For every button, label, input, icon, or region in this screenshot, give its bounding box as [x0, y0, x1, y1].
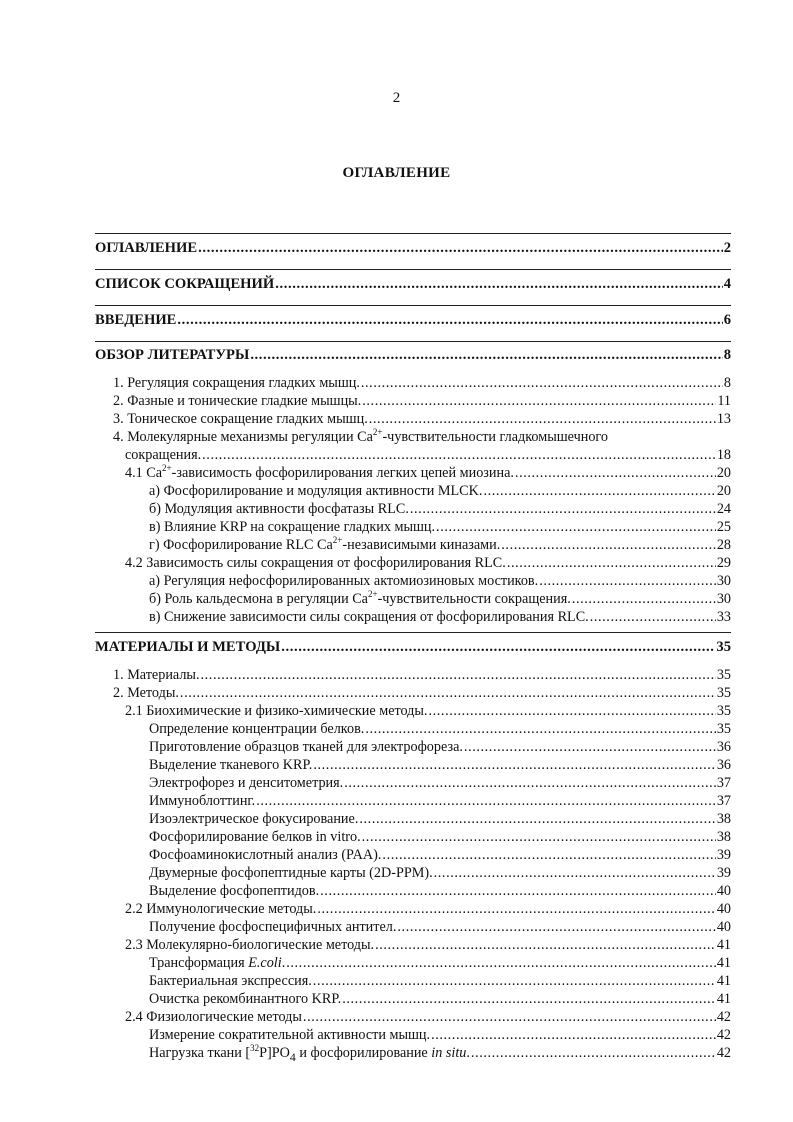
toc-item-m2[interactable]: 2. Методы. ..... 35	[113, 685, 731, 702]
toc-item-m21[interactable]: 2.1 Биохимические и физико-химические методы. ..... 35	[125, 703, 731, 720]
toc-item-m23[interactable]: 2.3 Молекулярно-биологические методы. ..... 41	[125, 937, 731, 954]
leader-dots	[320, 883, 716, 900]
leader-dots	[428, 703, 715, 720]
toc-page: 30	[716, 591, 731, 607]
toc-item-s41b[interactable]: б) Модуляция активности фосфатазы RLC. ..... 24	[149, 501, 731, 518]
toc-page: 42	[716, 1027, 731, 1043]
toc-page: 40	[716, 919, 731, 935]
toc-page: 41	[716, 955, 731, 971]
leader-dots	[180, 685, 716, 702]
toc-item-m23a[interactable]: Трансформация E.coli. ..... 41	[149, 955, 731, 972]
leader-dots	[515, 465, 716, 482]
toc-item-m21b[interactable]: Приготовление образцов тканей для электрофореза. ..... 36	[149, 739, 731, 756]
toc-heading-obzor[interactable]: ОБЗОР ЛИТЕРАТУРЫ ..... 8	[95, 347, 731, 364]
toc-page: 25	[716, 519, 731, 535]
toc-page: 36	[716, 739, 731, 755]
leader-dots	[375, 937, 716, 954]
toc-page: 35	[716, 703, 731, 719]
toc-item-s41c[interactable]: в) Влияние KRP на сокращение гладких мышц. ..... 25	[149, 519, 731, 536]
toc-page: 6	[723, 312, 731, 328]
leader-dots	[359, 811, 715, 828]
divider	[95, 305, 731, 306]
toc-page: 13	[716, 411, 731, 427]
leader-dots	[483, 483, 715, 500]
toc-page: 35	[716, 721, 731, 737]
toc-page: 42	[716, 1009, 731, 1025]
toc-page: 35	[716, 639, 731, 655]
toc-page: 41	[716, 973, 731, 989]
toc-page: 41	[716, 937, 731, 953]
toc-page: 18	[716, 447, 731, 463]
page-title: ОГЛАВЛЕНИЕ	[342, 165, 451, 181]
leader-dots	[590, 609, 716, 626]
toc-page: 39	[716, 865, 731, 881]
toc-page: 35	[716, 685, 731, 701]
divider	[95, 341, 731, 342]
page-number: 2	[392, 90, 401, 106]
leader-dots	[410, 501, 716, 518]
leader-dots	[177, 312, 722, 329]
toc-item-s42[interactable]: 4.2 Зависимость силы сокращения от фосфорилирования RLC. ..... 29	[125, 555, 731, 572]
toc-item-s1[interactable]: 1. Регуляция сокращения гладких мышц. ..... 8	[113, 375, 731, 392]
toc-page: 11	[717, 393, 731, 409]
toc-item-s41[interactable]: 4.1 $Ca^{2+}$-зависимость фосфорилирования легких цепей миозина. ..... 20	[125, 465, 731, 482]
toc-item-s41a[interactable]: а) Фосфорилирование и модуляция активности MLCK. ..... 20	[149, 483, 731, 500]
toc-page: 37	[716, 775, 731, 791]
toc-item-m21a[interactable]: Определение концентрации белков. ..... 35	[149, 721, 731, 738]
toc-item-s2[interactable]: 2. Фазные и тонические гладкие мышцы. ..... 11	[113, 393, 731, 410]
toc-item-m21e[interactable]: Иммуноблоттинг. ..... 37	[149, 793, 731, 810]
toc-item-m21h[interactable]: Фосфоаминокислотный анализ (PAA). ..... 39	[149, 847, 731, 864]
toc-item-s41d[interactable]: г) Фосфорилирование RLC $Ca^{2+}$-независимыми киназами. ..... 28	[149, 537, 731, 554]
toc-page: 35	[716, 667, 731, 683]
leader-dots	[303, 1009, 716, 1026]
leader-dots	[431, 1027, 716, 1044]
leader-dots	[201, 667, 716, 684]
toc-page: 28	[716, 537, 731, 553]
toc-page: 36	[716, 757, 731, 773]
toc-page: 39	[716, 847, 731, 863]
leader-dots	[434, 865, 716, 882]
toc-item-s3[interactable]: 3. Тоническое сокращение гладких мышц. ..... 13	[113, 411, 731, 428]
leader-dots	[397, 919, 715, 936]
toc-item-m1[interactable]: 1. Материалы. ..... 35	[113, 667, 731, 684]
leader-dots	[342, 991, 716, 1008]
toc-page: 8	[723, 347, 731, 363]
toc-page: 20	[716, 483, 731, 499]
toc-item-m21j[interactable]: Выделение фосфопептидов. ..... 40	[149, 883, 731, 900]
toc-item-m24a[interactable]: Измерение сократительной активности мышц. ..... 42	[149, 1027, 731, 1044]
toc-page: 30	[716, 573, 731, 589]
toc-item-m23c[interactable]: Очистка рекомбинантного KRP. ..... 41	[149, 991, 731, 1008]
toc-page: 40	[716, 901, 731, 917]
divider	[95, 632, 731, 633]
toc-page: 4	[723, 276, 731, 292]
toc-page: 29	[716, 555, 731, 571]
leader-dots	[382, 847, 715, 864]
toc-page: 20	[716, 465, 731, 481]
toc-item-m21d[interactable]: Электрофорез и денситометрия. ..... 37	[149, 775, 731, 792]
leader-dots	[256, 793, 716, 810]
toc-item-m21g[interactable]: Фосфорилирование белков in vitro. ..... 38	[149, 829, 731, 846]
toc-item-s4-line2[interactable]: сокращения. ..... 18	[125, 447, 731, 464]
toc-page: 42	[716, 1045, 731, 1061]
toc-page: 37	[716, 793, 731, 809]
toc-item-m22[interactable]: 2.2 Иммунологические методы. ..... 40	[125, 901, 731, 918]
leader-dots	[275, 276, 722, 293]
toc-item-s42b[interactable]: б) Роль кальдесмона в регуляции $Ca^{2+}$-чувствительности сокращения. ..... 30	[149, 591, 731, 608]
leader-dots	[471, 1045, 716, 1062]
leader-dots	[365, 721, 716, 738]
toc-item-s42c[interactable]: в) Снижение зависимости силы сокращения от фосфорилирования RLC. ..... 33	[149, 609, 731, 626]
toc-page: 38	[716, 811, 731, 827]
toc-item-m21i[interactable]: Двумерные фосфопептидные карты (2D-PPM). ..... 39	[149, 865, 731, 882]
leader-dots	[317, 901, 715, 918]
leader-dots	[362, 829, 716, 846]
leader-dots	[281, 639, 715, 656]
toc-item-s4-line1[interactable]: 4. Молекулярные механизмы регуляции $Ca^{2+}$-чувствительности гладкомышечного	[113, 427, 608, 445]
toc-item-m22a[interactable]: Получение фосфоспецифичных антител. ..... 40	[149, 919, 731, 936]
toc-page: 2	[723, 240, 731, 256]
toc-item-m24b[interactable]: Нагрузка ткани $[^{32}P]PO_4$ и фосфорилирование in situ. ..... 42	[149, 1045, 731, 1066]
leader-dots	[362, 393, 716, 410]
toc-heading-materialy[interactable]: МАТЕРИАЛЫ И МЕТОДЫ ..... 35	[95, 639, 731, 656]
leader-dots	[572, 591, 716, 608]
toc-page: 33	[716, 609, 731, 625]
toc-page: 24	[716, 501, 731, 517]
leader-dots	[507, 555, 716, 572]
toc-heading-spisok[interactable]: СПИСОК СОКРАЩЕНИЙ ..... 4	[95, 276, 731, 293]
divider	[95, 269, 731, 270]
leader-dots	[539, 573, 716, 590]
toc-page: 41	[716, 991, 731, 1007]
toc-page: 8	[723, 375, 731, 391]
toc-page: 40	[716, 883, 731, 899]
leader-dots	[464, 739, 716, 756]
divider	[95, 233, 731, 234]
leader-dots	[250, 347, 722, 364]
leader-dots	[313, 973, 716, 990]
leader-dots	[286, 955, 716, 972]
toc-page: 38	[716, 829, 731, 845]
toc-item-m23b[interactable]: Бактериальная экспрессия. ..... 41	[149, 973, 731, 990]
toc-item-m21c[interactable]: Выделение тканевого KRP. ..... 36	[149, 757, 731, 774]
leader-dots	[344, 775, 716, 792]
toc-item-m21f[interactable]: Изоэлектрическое фокусирование. ..... 38	[149, 811, 731, 828]
leader-dots	[202, 447, 716, 464]
toc-item-m24[interactable]: 2.4 Физиологические методы ..... 42	[125, 1009, 731, 1026]
leader-dots	[198, 240, 723, 257]
leader-dots	[501, 537, 716, 554]
toc-heading-oglavlenie[interactable]: ОГЛАВЛЕНИЕ ..... 2	[95, 240, 731, 257]
leader-dots	[436, 519, 716, 536]
leader-dots	[361, 375, 723, 392]
leader-dots	[369, 411, 716, 428]
toc-item-s42a[interactable]: а) Регуляция нефосфорилированных актомиозиновых мостиков. ..... 30	[149, 573, 731, 590]
leader-dots	[313, 757, 715, 774]
toc-heading-vvedenie[interactable]: ВВЕДЕНИЕ ..... 6	[95, 312, 731, 329]
